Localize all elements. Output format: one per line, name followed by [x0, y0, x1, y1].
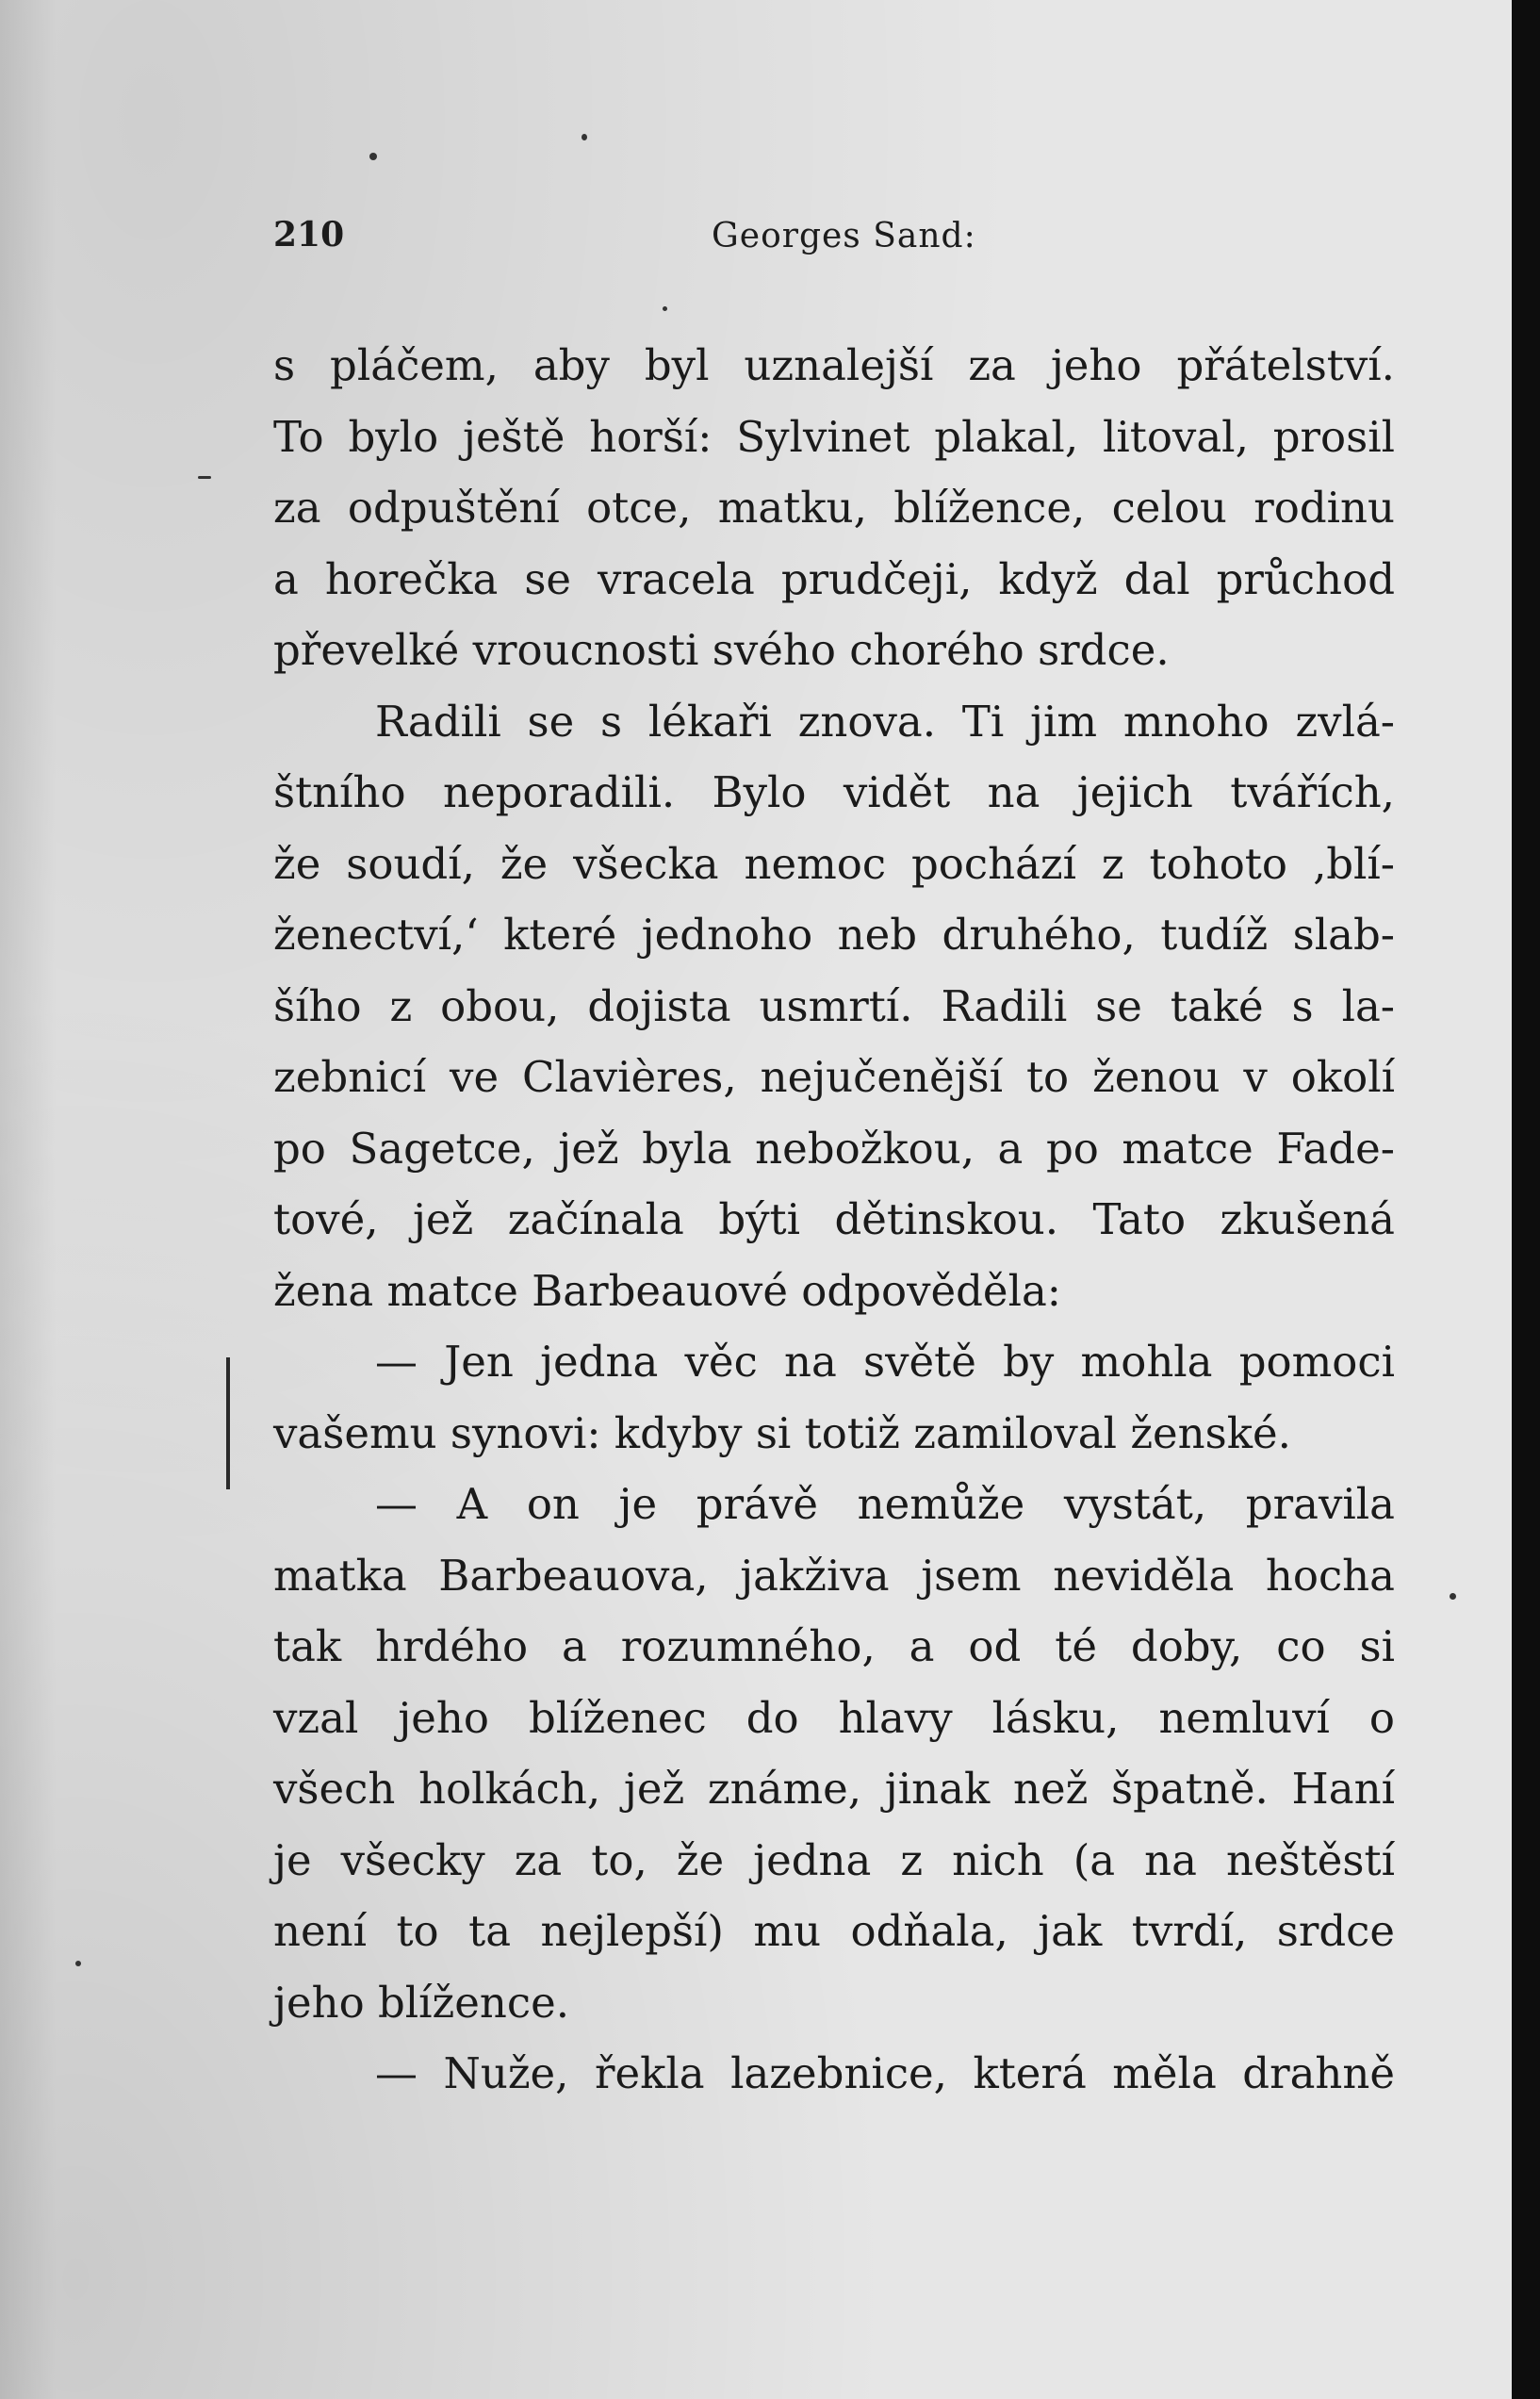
text-line: vašemu synovi: kdyby si totiž zamiloval ženské.: [273, 1407, 1291, 1458]
text-line: a horečka se vracela prudčeji, když dal průchod: [273, 553, 1395, 604]
text-line: po Sagetce, jež byla nebožkou, a po matce Fade-: [273, 1123, 1395, 1174]
text-line: převelké vroucnosti svého chorého srdce.: [273, 625, 1170, 675]
text-line: za odpuštění otce, matku, blížence, celou rodinu: [273, 483, 1395, 533]
paper-speck: [663, 306, 667, 311]
text-line: s pláčem, aby byl uznalejší za jeho přátelství.: [273, 340, 1395, 390]
text-line: Radili se s lékaři znova. Ti jim mnoho zvlá-: [375, 696, 1395, 747]
text-line: vzal jeho blíženec do hlavy lásku, nemluví o: [273, 1692, 1395, 1743]
paper-speck: [75, 1961, 81, 1966]
text-line: že soudí, že všecka nemoc pochází z tohoto ‚blí-: [273, 838, 1395, 889]
text-line: je všecky za to, že jedna z nich (a na neštěstí: [273, 1834, 1395, 1885]
paper-speck: [369, 153, 377, 160]
text-line: zebnicí ve Clavières, nejučenější to ženou v okolí: [273, 1052, 1395, 1102]
text-line: není to ta nejlepší) mu odňala, jak tvrdí, srdce: [273, 1906, 1395, 1956]
text-line: To bylo ještě horší: Sylvinet plakal, litoval, prosil: [273, 411, 1395, 462]
text-line: jeho blížence.: [273, 1977, 570, 2028]
paper-speck: [1450, 1593, 1456, 1600]
text-line: matka Barbeauova, jakživa jsem neviděla hocha: [273, 1550, 1395, 1601]
text-line: žena matce Barbeauové odpověděla:: [273, 1265, 1061, 1316]
text-line: — Jen jedna věc na světě by mohla pomoci: [375, 1337, 1395, 1387]
body-text: [273, 330, 1395, 2110]
book-spine-edge: [1512, 0, 1540, 2399]
running-title: Georges Sand:: [712, 217, 976, 255]
text-line: všech holkách, jež známe, jinak než špatně. Haní: [273, 1764, 1395, 1814]
text-line: štního neporadili. Bylo vidět na jejich tvářích,: [273, 767, 1395, 817]
margin-pencil-mark: [226, 1357, 230, 1489]
text-line: — A on je právě nemůže vystát, pravila: [375, 1479, 1395, 1529]
text-line: šího z obou, dojista usmrtí. Radili se také s la-: [273, 980, 1395, 1031]
paper-speck: [582, 134, 587, 140]
text-line: tak hrdého a rozumného, a od té doby, co si: [273, 1621, 1395, 1671]
page-header: [273, 215, 1395, 268]
paper-speck: [198, 476, 211, 479]
text-line: ženectví,‘ které jednoho neb druhého, tudíž slab-: [273, 910, 1395, 960]
text-line: tové, jež začínala býti dětinskou. Tato zkušená: [273, 1194, 1395, 1244]
page-number: 210: [273, 215, 345, 255]
text-line: — Nuže, řekla lazebnice, která měla drahně: [375, 2048, 1395, 2098]
